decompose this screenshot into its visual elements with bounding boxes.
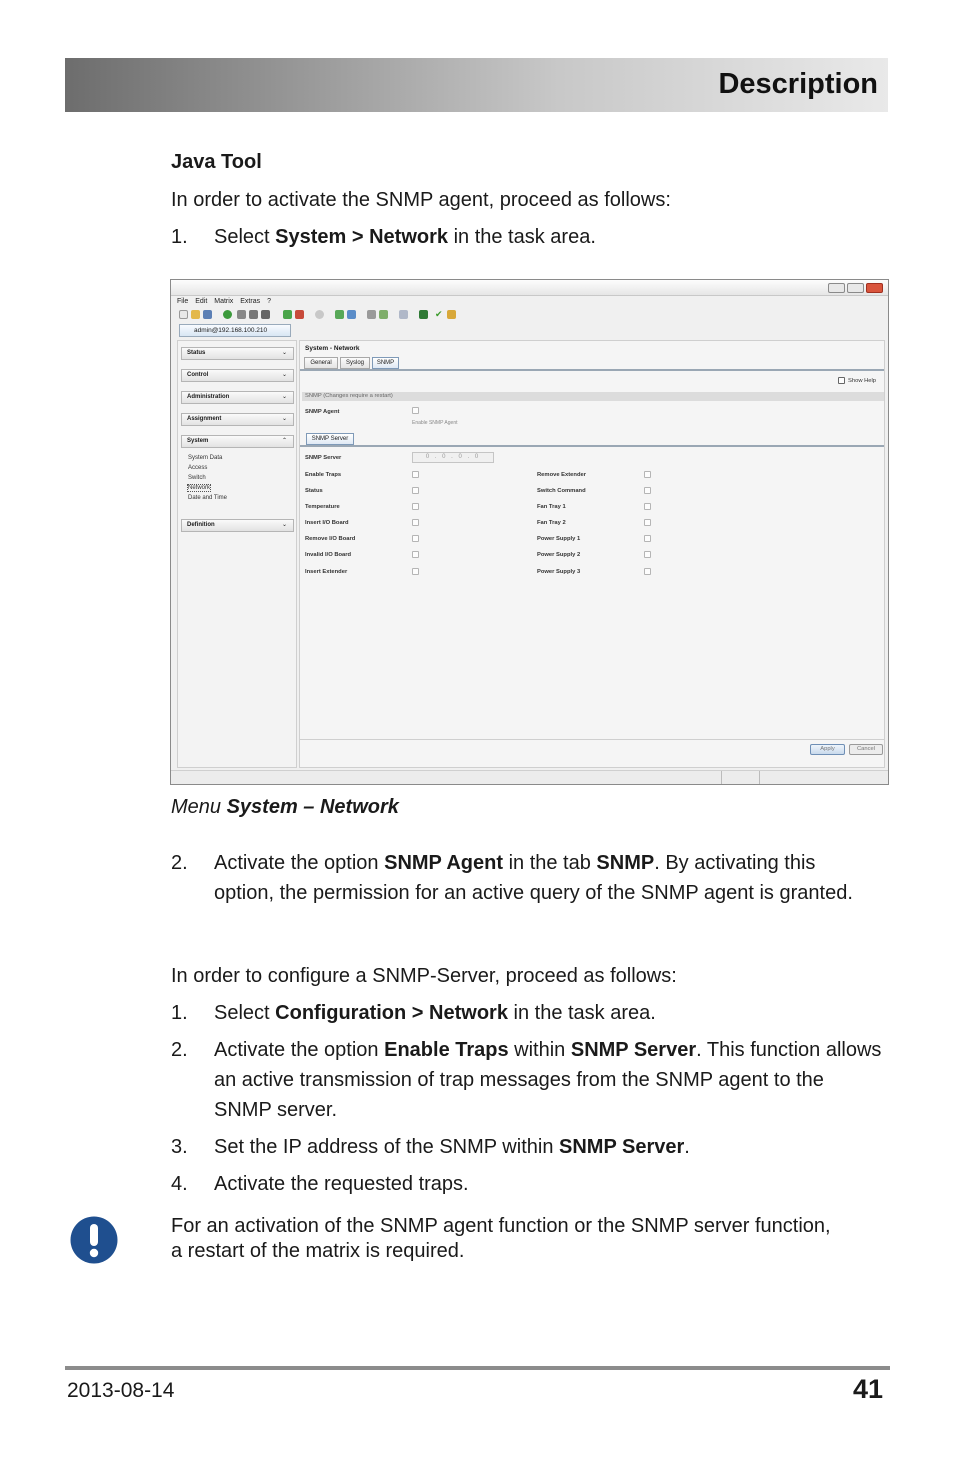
menu-bar (177, 298, 276, 305)
sidebar-item-system[interactable]: System ⌃ (181, 435, 294, 448)
maximize-icon[interactable] (847, 283, 864, 293)
paste-icon[interactable] (261, 310, 270, 319)
step-text: Activate the requested traps. (214, 1173, 469, 1195)
page-header-title: Description (718, 68, 878, 100)
sidebar-sub-date-time[interactable]: Date and Time (188, 495, 228, 501)
trap-checkbox-insert-io[interactable] (412, 519, 419, 526)
trap-checkbox-remove-extender[interactable] (644, 471, 651, 478)
step-text: Activate the option Enable Traps within SNMP Server. This function allows an active transmission of trap messages from the SNMP agent to the SNMP server. (214, 1039, 882, 1121)
trap-label-left: Insert I/O Board (305, 520, 349, 526)
copy-icon[interactable] (249, 310, 258, 319)
disconnect-icon[interactable] (295, 310, 304, 319)
exclamation-icon (70, 1216, 118, 1264)
step-text: Select System > Network in the task area. (214, 226, 596, 248)
status-separator (759, 771, 760, 785)
step-text: Select Configuration > Network in the task area. (214, 1002, 656, 1024)
step-number: 2. (171, 1039, 188, 1061)
minimize-icon[interactable] (828, 283, 845, 293)
monitor-icon[interactable] (419, 310, 428, 319)
server-step-3 (0, 1132, 954, 1162)
menu-file[interactable]: File (177, 298, 189, 305)
apply-button[interactable]: Apply (810, 744, 845, 755)
figure-caption: Menu System – Network (171, 796, 399, 818)
help-book-icon[interactable] (447, 310, 456, 319)
cancel-button[interactable]: Cancel (849, 744, 883, 755)
trap-checkbox-invalid-io[interactable] (412, 551, 419, 558)
tab-general[interactable]: General (304, 357, 338, 369)
note-text: For an activation of the SNMP agent function or the SNMP server function, a restart of the matrix is required. (171, 1215, 831, 1262)
enable-agent-hint: Enable SNMP Agent (412, 420, 458, 426)
agent-step-1 (0, 222, 954, 252)
trap-checkbox-power-supply-2[interactable] (644, 551, 651, 558)
menu-edit[interactable]: Edit (195, 298, 208, 305)
sidebar-sub-switch[interactable]: Switch (188, 475, 206, 481)
sidebar-item-control[interactable]: Control ⌄ (181, 369, 294, 382)
server-step-1 (0, 998, 954, 1028)
sidebar-sub-access[interactable]: Access (188, 465, 208, 471)
screenshot-system-network (170, 279, 889, 785)
snmp-server-ip-input[interactable]: 0 . 0 . 0 . 0 (412, 452, 494, 463)
close-icon[interactable] (866, 283, 883, 293)
main-panel (299, 340, 885, 768)
trap-label-right: Power Supply 3 (537, 569, 581, 575)
tab-snmp[interactable]: SNMP (372, 357, 399, 369)
save-icon[interactable] (203, 310, 212, 319)
snmp-agent-checkbox[interactable] (412, 407, 419, 414)
step-number: 3. (171, 1136, 188, 1158)
refresh-icon[interactable] (223, 310, 232, 319)
trap-checkbox-power-supply-1[interactable] (644, 535, 651, 542)
footer-rule (65, 1366, 890, 1370)
step-number: 2. (171, 852, 188, 874)
trap-label-left: Enable Traps (305, 472, 342, 478)
status-separator (721, 771, 722, 785)
snmp-agent-label: SNMP Agent (305, 409, 340, 415)
tab-divider (300, 369, 884, 371)
step-number: 4. (171, 1173, 188, 1195)
connect-icon[interactable] (283, 310, 292, 319)
step-text: Activate the option SNMP Agent in the tab SNMP. By activating this option, the permission for an active query of the SNMP agent is granted. (214, 852, 853, 904)
chevron-up-icon: ⌃ (281, 438, 287, 444)
sidebar-item-status[interactable]: Status ⌄ (181, 347, 294, 360)
trap-checkbox-insert-extender[interactable] (412, 568, 419, 575)
sidebar-item-administration[interactable]: Administration ⌄ (181, 391, 294, 404)
chevron-down-icon: ⌄ (281, 350, 287, 356)
footer-date: 2013-08-14 (67, 1379, 175, 1402)
trap-label-right: Switch Command (537, 488, 586, 494)
agent-step-2 (0, 848, 954, 940)
chevron-down-icon: ⌄ (281, 394, 287, 400)
trap-checkbox-status[interactable] (412, 487, 419, 494)
menu-extras[interactable]: Extras (240, 298, 261, 305)
trap-checkbox-temperature[interactable] (412, 503, 419, 510)
trap-checkbox-enable-traps[interactable] (412, 471, 419, 478)
section-heading: Java Tool (171, 151, 262, 173)
step-number: 1. (171, 1002, 188, 1024)
open-icon[interactable] (191, 310, 200, 319)
trap-label-right: Remove Extender (537, 472, 586, 478)
trap-checkbox-switch-command[interactable] (644, 487, 651, 494)
trap-label-left: Status (305, 488, 323, 494)
server-step-4 (0, 1169, 954, 1199)
footer-divider (300, 739, 884, 740)
cut-icon[interactable] (237, 310, 246, 319)
sidebar-item-assignment[interactable]: Assignment ⌄ (181, 413, 294, 426)
page-number: 41 (852, 1374, 883, 1404)
task-sidebar (177, 340, 297, 768)
trap-checkbox-fan-tray-2[interactable] (644, 519, 651, 526)
download-icon[interactable] (347, 310, 356, 319)
disabled-icon[interactable] (315, 310, 324, 319)
menu-matrix[interactable]: Matrix (214, 298, 234, 305)
step-text: Set the IP address of the SNMP within SNMP Server. (214, 1136, 690, 1158)
trap-label-right: Power Supply 1 (537, 536, 581, 542)
snmp-server-label: SNMP Server (305, 455, 342, 461)
trap-label-left: Temperature (305, 504, 340, 510)
step-number: 1. (171, 226, 188, 248)
trap-label-right: Fan Tray 2 (537, 520, 566, 526)
chevron-down-icon: ⌄ (281, 372, 287, 378)
trap-label-right: Power Supply 2 (537, 552, 581, 558)
show-help-checkbox[interactable] (838, 377, 845, 384)
menu-help[interactable]: ? (267, 298, 271, 305)
trap-checkbox-fan-tray-1[interactable] (644, 503, 651, 510)
chevron-down-icon: ⌄ (281, 416, 287, 422)
session-tab[interactable] (179, 324, 291, 337)
snmp-agent-section: SNMP (Changes require a restart) (302, 392, 884, 401)
trap-label-right: Fan Tray 1 (537, 504, 566, 510)
header-bar (65, 58, 888, 112)
upload-icon[interactable] (335, 310, 344, 319)
sidebar-sub-network[interactable]: Network (188, 485, 211, 491)
new-icon[interactable] (179, 310, 188, 319)
tab-syslog[interactable]: Syslog (340, 357, 370, 369)
server-step-2 (0, 1035, 954, 1127)
window-titlebar (171, 280, 888, 296)
trap-label-left: Invalid I/O Board (305, 552, 352, 558)
show-help-label: Show Help (848, 378, 877, 384)
session-tab-label: admin@192.168.100.210 (194, 327, 268, 334)
chevron-down-icon: ⌄ (281, 522, 287, 528)
trap-label-left: Insert Extender (305, 569, 348, 575)
intro-agent: In order to activate the SNMP agent, proceed as follows: (171, 189, 671, 211)
trap-checkbox-remove-io[interactable] (412, 535, 419, 542)
sidebar-sub-system-data[interactable]: System Data (188, 455, 223, 461)
tab-snmp-server[interactable]: SNMP Server (306, 433, 354, 445)
toolbar (175, 308, 883, 322)
intro-server: In order to configure a SNMP-Server, proceed as follows: (171, 965, 677, 987)
document-icon[interactable] (367, 310, 376, 319)
window-icon[interactable] (399, 310, 408, 319)
status-bar (171, 770, 888, 784)
checkmark-icon[interactable]: ✔ (435, 309, 443, 319)
server-divider (300, 445, 884, 447)
sidebar-item-definition[interactable]: Definition ⌄ (181, 519, 294, 532)
trap-checkbox-power-supply-3[interactable] (644, 568, 651, 575)
main-title: System - Network (305, 345, 360, 352)
report-icon[interactable] (379, 310, 388, 319)
trap-label-left: Remove I/O Board (305, 536, 356, 542)
